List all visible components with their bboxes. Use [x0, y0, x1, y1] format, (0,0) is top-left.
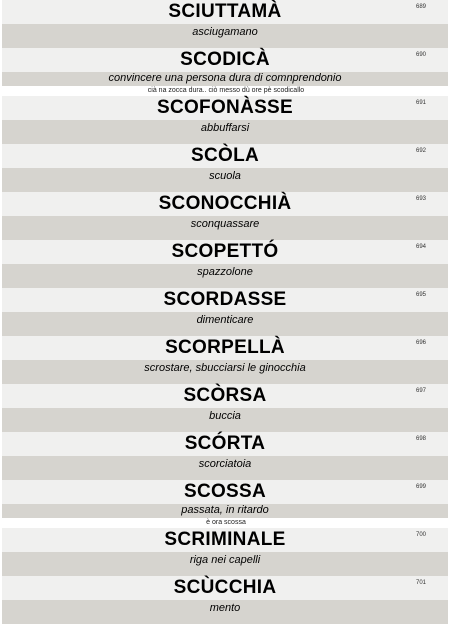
entry-number: 695	[415, 292, 426, 298]
entry-number: 696	[415, 340, 426, 346]
entry-number: 701	[415, 580, 426, 586]
entry-header-row	[2, 432, 448, 456]
entry-definition: mento	[209, 602, 241, 614]
entry-definition-row	[2, 72, 448, 86]
entry-number: 692	[415, 148, 426, 154]
entry-word: SCODICÀ	[180, 49, 270, 70]
entry-word: SCRIMINALE	[164, 529, 286, 550]
entry-definition: riga nei capelli	[189, 554, 261, 566]
entry-word: SCOFONÀSSE	[156, 97, 294, 118]
entry-definition: scrostare, sbucciarsi le ginocchia	[144, 362, 306, 374]
entry-word: SCONOCCHIÀ	[158, 193, 292, 214]
entry-header-row	[2, 48, 448, 72]
entry-example-note: è ora scossa	[206, 519, 246, 526]
dictionary-entry	[0, 240, 452, 288]
entry-example-note: cià na zocca dura.. ciò messo dù ore pè scodicallo	[147, 87, 305, 94]
entry-number: 694	[415, 244, 426, 250]
entry-word: SCIUTTAMÀ	[168, 1, 282, 22]
dictionary-entry	[0, 528, 452, 576]
entry-word: SCORDASSE	[163, 289, 287, 310]
entry-header-row	[2, 528, 448, 552]
dictionary-entry	[0, 480, 452, 528]
dictionary-entry	[0, 576, 452, 624]
entry-word: SCÙCCHIA	[173, 577, 277, 598]
entry-definition-row	[2, 216, 448, 240]
entry-definition-row	[2, 120, 448, 144]
entry-number: 691	[415, 100, 426, 106]
entry-definition-row	[2, 552, 448, 576]
entry-header-row	[2, 288, 448, 312]
dictionary-entry	[0, 144, 452, 192]
dictionary-entry	[0, 288, 452, 336]
entry-header-row	[2, 144, 448, 168]
entry-definition: sconquassare	[190, 218, 260, 230]
entry-definition: scuola	[209, 170, 241, 182]
entry-word: SCORPELLÀ	[165, 337, 285, 358]
entry-word: SCÓRTA	[184, 433, 266, 454]
entry-number: 697	[415, 388, 426, 394]
entry-note-row	[0, 86, 452, 96]
entry-header-row	[2, 336, 448, 360]
dictionary-entry	[0, 48, 452, 96]
entry-definition: convincere una persona dura di comnprendonio	[108, 72, 342, 84]
entry-number: 690	[415, 52, 426, 58]
entry-definition: buccia	[209, 410, 241, 422]
entry-word: SCÒRSA	[183, 385, 267, 406]
entry-definition: spazzolone	[197, 266, 253, 278]
entry-header-row	[2, 240, 448, 264]
entry-definition-row	[2, 504, 448, 518]
entry-number: 698	[415, 436, 426, 442]
entry-number: 693	[415, 196, 426, 202]
entry-word: SCÒLA	[191, 145, 259, 166]
entry-definition-row	[2, 360, 448, 384]
entry-header-row	[2, 96, 448, 120]
entry-definition-row	[2, 456, 448, 480]
dictionary-entry	[0, 192, 452, 240]
entry-number: 689	[415, 4, 426, 10]
entry-definition: abbuffarsi	[200, 122, 250, 134]
entry-definition: scorciatoia	[198, 458, 252, 470]
entry-header-row	[2, 480, 448, 504]
entry-definition-row	[2, 24, 448, 48]
entry-word: SCOPETTÓ	[171, 241, 279, 262]
entry-definition: dimenticare	[196, 314, 254, 326]
entry-definition-row	[2, 408, 448, 432]
dictionary-entry	[0, 0, 452, 48]
dictionary-entry	[0, 432, 452, 480]
entry-note-row	[0, 518, 452, 528]
entry-word: SCOSSA	[183, 481, 267, 502]
entry-header-row	[2, 0, 448, 24]
dictionary-entry	[0, 336, 452, 384]
dictionary-entry	[0, 384, 452, 432]
entry-number: 700	[415, 532, 426, 538]
entry-definition-row	[2, 600, 448, 624]
entry-definition: passata, in ritardo	[181, 504, 269, 516]
dictionary-entry	[0, 96, 452, 144]
entry-definition: asciugamano	[192, 26, 258, 38]
entry-header-row	[2, 576, 448, 600]
entry-definition-row	[2, 264, 448, 288]
entry-number: 699	[415, 484, 426, 490]
entry-definition-row	[2, 168, 448, 192]
entry-definition-row	[2, 312, 448, 336]
entry-header-row	[2, 384, 448, 408]
entry-header-row	[2, 192, 448, 216]
